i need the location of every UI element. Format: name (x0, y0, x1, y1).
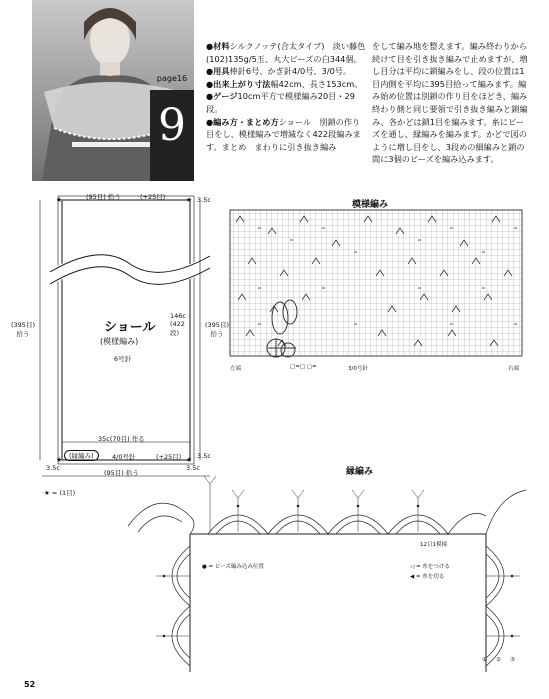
chart2-title: 縁編み (346, 467, 374, 477)
lace-chart (228, 208, 528, 360)
chart2-join-note: ◁ = 糸をつける (410, 564, 450, 570)
materials-line: ●材料シルクノッテ(合太タイプ) 淡い藤色(102)135g/5玉、丸大ビーズの白344個。 (206, 41, 366, 64)
schematic-top-height: 3.5c (197, 196, 211, 204)
schematic-width: 35c(70目) 作る (98, 435, 145, 443)
pattern-number: 9 (158, 100, 186, 151)
schematic-border-hook: 4/0号針 (112, 453, 136, 461)
schematic-subtitle: (模様編み) (100, 337, 139, 346)
schematic-length: 146c (422段) (170, 312, 186, 337)
chart1-left-end: 左端 (230, 366, 242, 372)
tools-line: ●用具棒針6号、かぎ針4/0号、3/0号。 (206, 66, 352, 77)
instructions-left (206, 40, 366, 153)
schematic-bottom-right-width: 3.5c (186, 464, 200, 472)
chart2-bead-note: ● = ビーズ編み込み位置 (202, 564, 264, 570)
schematic-bottom-height: 3.5c (197, 452, 211, 460)
schematic-title: ショール (104, 320, 156, 335)
page-number: 52 (24, 680, 36, 689)
method-line: ●編み方・まとめ方ショール 別鎖の作り目をし、模様編みで増減なく422段編みます。まとめ まわりに引き抜き編み (206, 116, 361, 152)
schematic-bottom-pick: (95目) 拾う (104, 469, 139, 477)
size-line: ●出来上がり寸法幅42cm、長さ153cm。 (206, 78, 363, 89)
star-note: ★ = (1目) (44, 489, 76, 497)
schematic-needle: 6号針 (114, 355, 132, 363)
schematic-border-label: (縁編み) (64, 450, 99, 461)
chart2-row-1: ① (482, 657, 487, 663)
border-chart (128, 476, 528, 676)
chart2-cut-note: ◀ = 糸を切る (410, 574, 445, 580)
page-reference: page16 (156, 74, 188, 83)
instructions-right: をして編み地を整えます。編み終わりから続けて目を引き抜き編みで止めますが、増し目分は平均に鎖編みをし、段の位置は1目内側を平均に395目拾って編みます。編み始め位置は別鎖の作り目をほどき、編み終わり側と同じ要領で引き抜き編みと鎖編み、各かどは鎖1目を編みます。糸にビーズを通し、縁編みを編みます。かどで図のように増し目をし、3段めの細編みと鎖の間に3個のビーズを編み込みます。 (372, 41, 528, 165)
schematic-bottom-plus: (+25目) (156, 453, 182, 461)
chart1-title: 模様編み (352, 200, 389, 210)
svg-text:★: ★ (56, 196, 63, 204)
svg-text:★: ★ (56, 456, 63, 464)
schematic-top-pick: (95目) 拾う (86, 193, 121, 201)
schematic-left-pick: (395目) 拾う (11, 321, 35, 338)
schematic-bottom-left-width: 3.5c (46, 464, 60, 472)
schematic-top-plus: (+25目) (140, 193, 166, 201)
gauge-line: ●ゲージ10cm平方で模様編み20目・29段。 (206, 91, 355, 114)
pattern-number-box (150, 90, 194, 181)
chart2-row-2: ② (496, 657, 501, 663)
chart2-row-3: ③ (510, 657, 515, 663)
svg-text:★: ★ (186, 456, 193, 464)
chart2-repeat: 12目1模様 (420, 542, 447, 548)
schematic-right-pick: (395目) 拾う (205, 321, 229, 338)
svg-text:★: ★ (186, 196, 193, 204)
chart1-legend: □=□ ▢= (290, 364, 317, 370)
chart1-legend-tool: 3/0号針 (348, 366, 368, 372)
chart1-right-end: 右端 (508, 366, 520, 372)
